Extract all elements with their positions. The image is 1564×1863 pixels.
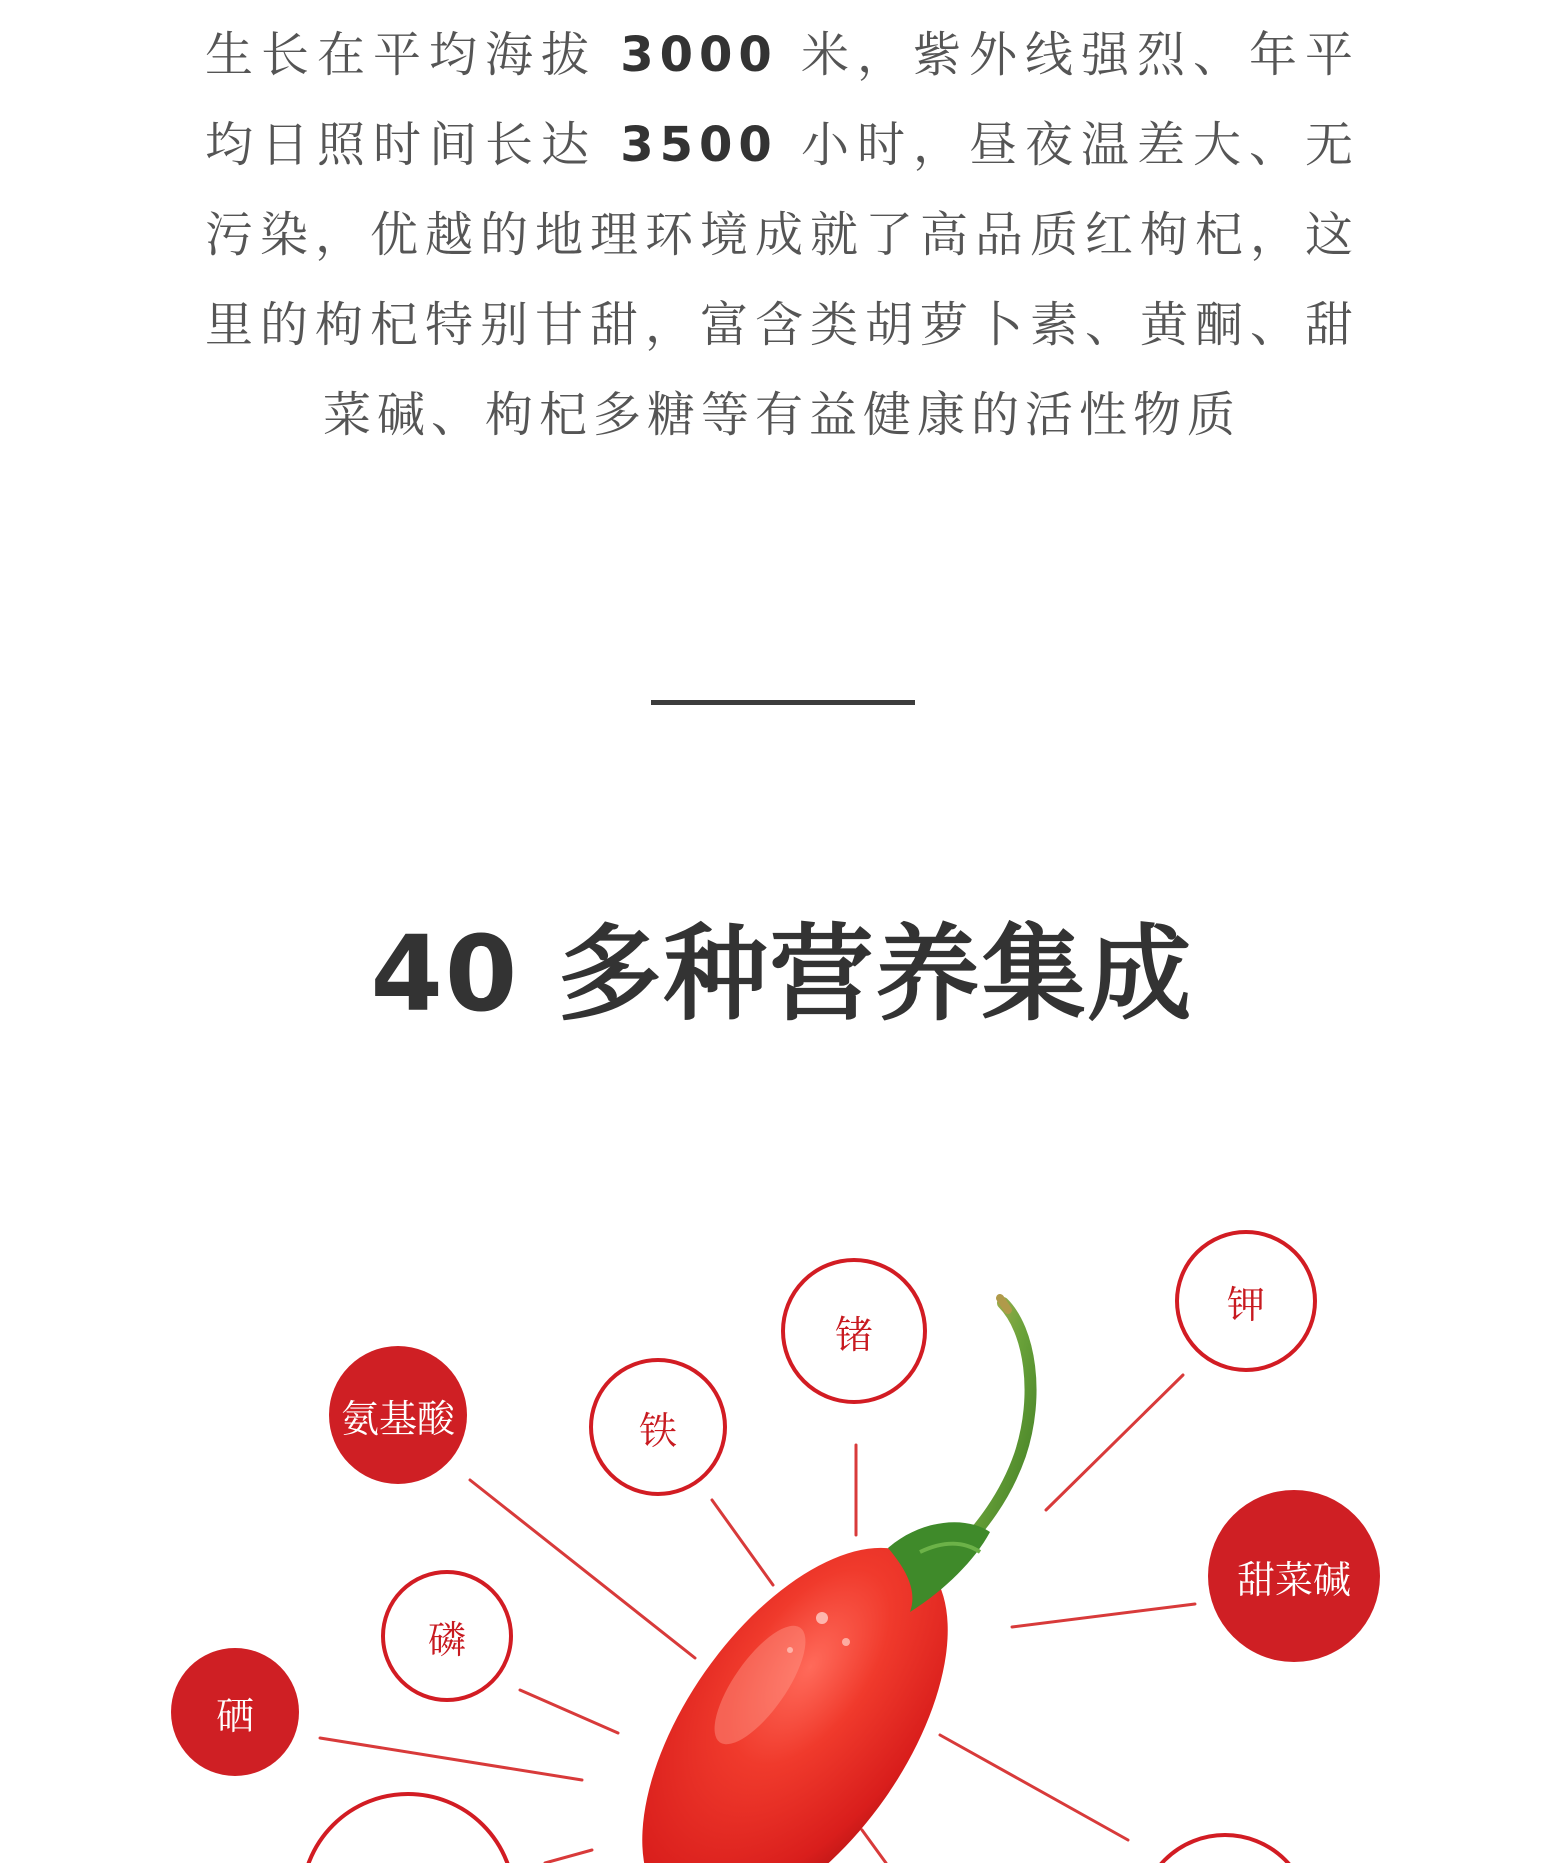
connector-lin (520, 1690, 618, 1733)
connector-lower-left (545, 1850, 592, 1863)
nutrient-potassium (1175, 1230, 1317, 1372)
nutrient-circle-bottom-right (1140, 1835, 1310, 1863)
nutrient-label: 铁 (638, 1408, 677, 1453)
nutrient-label: 氨基酸 (340, 1396, 455, 1441)
connector-jia (1046, 1375, 1183, 1510)
nutrient-label: 磷 (427, 1617, 466, 1662)
sunshine-hours-value: 3500 (620, 117, 778, 173)
nutrient-illustration (0, 1180, 1564, 1863)
nutrient-label: 硒 (215, 1693, 254, 1738)
nutrient-germanium (781, 1258, 927, 1404)
intro-segment-2: 米，紫外线强烈、年平均日照时间长达 (205, 27, 1359, 173)
section-heading: 40 多种营养集成 (370, 913, 1194, 1035)
section-divider (651, 700, 915, 705)
connector-lower-center (862, 1830, 886, 1863)
nutrient-phosphorus (381, 1570, 513, 1702)
nutrient-circle-bottom-left (302, 1794, 514, 1863)
connector-xi (320, 1738, 582, 1780)
altitude-value: 3000 (620, 27, 778, 83)
connector-tie (712, 1500, 773, 1585)
nutrient-label: 钾 (1226, 1282, 1265, 1327)
intro-paragraph (205, 10, 1359, 460)
nutrient-betaine (1208, 1490, 1380, 1662)
nutrient-iron (589, 1358, 727, 1496)
intro-segment-1: 生长在平均海拔 (205, 27, 597, 83)
connector-lower-right (940, 1735, 1128, 1840)
nutrient-selenium (171, 1648, 299, 1776)
connector-tiancaijian (1012, 1604, 1195, 1627)
intro-segment-3: 小时，昼夜温差大、无污染，优越的地理环境成就了高品质红枸杞，这里的枸杞特别甘甜，富含类胡萝卜素、黄酮、甜菜碱、枸杞多糖等有益健康的活性物质 (205, 117, 1359, 443)
nutrient-amino-acid (329, 1346, 467, 1484)
nutrient-label: 锗 (834, 1312, 873, 1357)
nutrient-label: 甜菜碱 (1236, 1557, 1351, 1602)
